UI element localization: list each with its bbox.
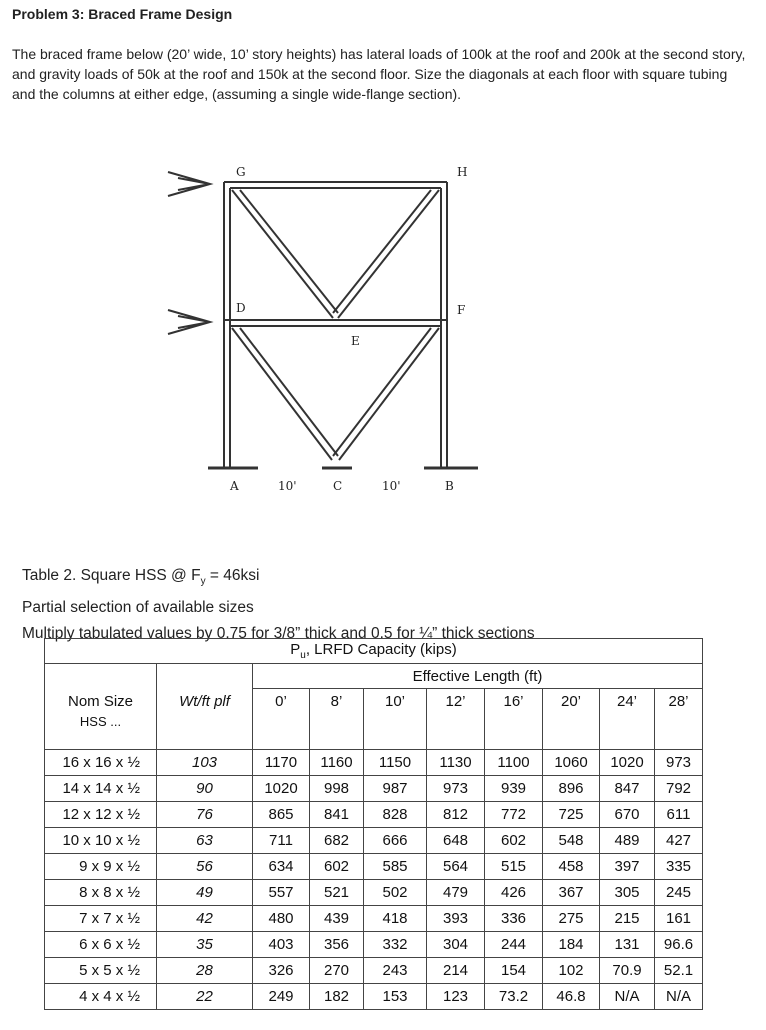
- capacity-cell: 564: [427, 854, 485, 880]
- capacity-cell: 397: [600, 854, 655, 880]
- length-header: 16’: [485, 689, 543, 750]
- table-title: Table 2. Square HSS @ $F_y = 46ksi$: [22, 567, 260, 588]
- hss-size-cell: 4 x 4 x ½: [45, 984, 157, 1010]
- length-header: 8’: [310, 689, 364, 750]
- capacity-cell: 367: [543, 880, 600, 906]
- hss-size-cell: 8 x 8 x ½: [45, 880, 157, 906]
- capacity-cell: 153: [364, 984, 427, 1010]
- capacity-cell: 427: [655, 828, 703, 854]
- table-row: [45, 984, 703, 1010]
- capacity-cell: 275: [543, 906, 600, 932]
- weight-cell: 49: [157, 880, 253, 906]
- capacity-cell: 243: [364, 958, 427, 984]
- effective-length-header: Effective Length (ft): [253, 664, 703, 689]
- capacity-cell: 326: [253, 958, 310, 984]
- hss-size-cell: 6 x 6 x ½: [45, 932, 157, 958]
- capacity-cell: 521: [310, 880, 364, 906]
- weight-cell: 63: [157, 828, 253, 854]
- capacity-cell: 585: [364, 854, 427, 880]
- capacity-cell: 602: [485, 828, 543, 854]
- capacity-cell: 46.8: [543, 984, 600, 1010]
- table-row: [45, 802, 703, 828]
- capacity-cell: 548: [543, 828, 600, 854]
- capacity-cell: 602: [310, 854, 364, 880]
- capacity-cell: N/A: [600, 984, 655, 1010]
- weight-cell: 90: [157, 776, 253, 802]
- capacity-cell: 70.9: [600, 958, 655, 984]
- capacity-cell: 215: [600, 906, 655, 932]
- capacity-cell: 865: [253, 802, 310, 828]
- dimension-left: 10': [278, 479, 297, 493]
- table-body: [45, 750, 703, 1010]
- capacity-cell: 939: [485, 776, 543, 802]
- weight-cell: 35: [157, 932, 253, 958]
- table-row: [45, 776, 703, 802]
- table-note: Multiply tabulated values by 0.75 for 3/8” thick and 0.5 for ¼” thick sections: [22, 625, 535, 643]
- length-header: 10’: [364, 689, 427, 750]
- capacity-cell: 648: [427, 828, 485, 854]
- capacity-cell: 841: [310, 802, 364, 828]
- node-label-d: D: [236, 301, 246, 315]
- capacity-header: $P_u$, LRFD Capacity (kips): [45, 639, 703, 664]
- table-row: [45, 828, 703, 854]
- capacity-cell: 356: [310, 932, 364, 958]
- dimension-right: 10': [382, 479, 401, 493]
- hss-size-cell: 14 x 14 x ½: [45, 776, 157, 802]
- column-header-wt: Wt/ft plf: [157, 689, 253, 750]
- capacity-cell: 1100: [485, 750, 543, 776]
- capacity-cell: 332: [364, 932, 427, 958]
- capacity-cell: 182: [310, 984, 364, 1010]
- table-row: [45, 958, 703, 984]
- capacity-cell: 828: [364, 802, 427, 828]
- problem-statement: The braced frame below (20’ wide, 10’ story heights) has lateral loads of 100k at the roof and 200k at the second story, and gravity loads of 50k at the roof and 150k at the second floor. Size the diagonals at each floor with square tubing and the columns at either edge, (assuming a single wide-flange section).: [12, 46, 746, 102]
- capacity-cell: 1170: [253, 750, 310, 776]
- capacity-cell: 1020: [600, 750, 655, 776]
- capacity-cell: 270: [310, 958, 364, 984]
- table-row: [45, 932, 703, 958]
- capacity-cell: 244: [485, 932, 543, 958]
- length-header: 28’: [655, 689, 703, 750]
- capacity-cell: 336: [485, 906, 543, 932]
- upper-diagonal-right-a: [338, 190, 439, 318]
- capacity-cell: 335: [655, 854, 703, 880]
- capacity-cell: 711: [253, 828, 310, 854]
- table-caption: [22, 563, 535, 647]
- upper-diagonal-left-b: [240, 190, 338, 313]
- capacity-cell: 154: [485, 958, 543, 984]
- capacity-cell: 792: [655, 776, 703, 802]
- capacity-cell: 249: [253, 984, 310, 1010]
- capacity-cell: 557: [253, 880, 310, 906]
- capacity-cell: 418: [364, 906, 427, 932]
- capacity-cell: 96.6: [655, 932, 703, 958]
- capacity-cell: 1060: [543, 750, 600, 776]
- node-label-h: H: [457, 165, 468, 179]
- capacity-cell: 896: [543, 776, 600, 802]
- table-row: [45, 750, 703, 776]
- hss-size-cell: 10 x 10 x ½: [45, 828, 157, 854]
- capacity-cell: 214: [427, 958, 485, 984]
- capacity-cell: 812: [427, 802, 485, 828]
- capacity-cell: 670: [600, 802, 655, 828]
- capacity-cell: 611: [655, 802, 703, 828]
- capacity-cell: 304: [427, 932, 485, 958]
- capacity-cell: 184: [543, 932, 600, 958]
- capacity-cell: 426: [485, 880, 543, 906]
- weight-cell: 22: [157, 984, 253, 1010]
- hss-size-cell: 7 x 7 x ½: [45, 906, 157, 932]
- capacity-cell: 847: [600, 776, 655, 802]
- length-header: 20’: [543, 689, 600, 750]
- capacity-cell: 666: [364, 828, 427, 854]
- capacity-cell: 403: [253, 932, 310, 958]
- node-label-e: E: [351, 334, 360, 348]
- hss-size-cell: 9 x 9 x ½: [45, 854, 157, 880]
- capacity-cell: 682: [310, 828, 364, 854]
- capacity-cell: 502: [364, 880, 427, 906]
- capacity-cell: N/A: [655, 984, 703, 1010]
- node-label-c: C: [333, 479, 343, 493]
- lower-diagonal-left-b: [240, 328, 338, 456]
- weight-cell: 76: [157, 802, 253, 828]
- floor-load-arrow: [168, 310, 210, 334]
- capacity-cell: 998: [310, 776, 364, 802]
- capacity-cell: 515: [485, 854, 543, 880]
- capacity-cell: 123: [427, 984, 485, 1010]
- capacity-cell: 393: [427, 906, 485, 932]
- table-subtitle: Partial selection of available sizes: [22, 599, 254, 617]
- upper-diagonal-right-b: [333, 190, 431, 313]
- table-row: [45, 880, 703, 906]
- column-header-nom-size: Nom Size HSS ...: [45, 689, 157, 750]
- length-header: 0’: [253, 689, 310, 750]
- hss-size-cell: 16 x 16 x ½: [45, 750, 157, 776]
- weight-cell: 28: [157, 958, 253, 984]
- table-row: [45, 854, 703, 880]
- hss-capacity-table: [44, 638, 703, 1010]
- capacity-cell: 102: [543, 958, 600, 984]
- capacity-cell: 52.1: [655, 958, 703, 984]
- table-row: [45, 906, 703, 932]
- length-header: 12’: [427, 689, 485, 750]
- capacity-cell: 1020: [253, 776, 310, 802]
- capacity-cell: 305: [600, 880, 655, 906]
- lower-diagonal-left-a: [232, 328, 332, 460]
- node-label-f: F: [457, 303, 466, 317]
- length-header: 24’: [600, 689, 655, 750]
- roof-load-arrow: [168, 172, 210, 196]
- capacity-cell: 772: [485, 802, 543, 828]
- node-label-g: G: [236, 165, 246, 179]
- capacity-cell: 458: [543, 854, 600, 880]
- capacity-cell: 987: [364, 776, 427, 802]
- capacity-cell: 161: [655, 906, 703, 932]
- weight-cell: 56: [157, 854, 253, 880]
- capacity-cell: 73.2: [485, 984, 543, 1010]
- problem-title: Problem 3: Braced Frame Design: [12, 6, 233, 22]
- weight-cell: 42: [157, 906, 253, 932]
- capacity-cell: 480: [253, 906, 310, 932]
- hss-size-cell: 5 x 5 x ½: [45, 958, 157, 984]
- capacity-cell: 634: [253, 854, 310, 880]
- capacity-cell: 1150: [364, 750, 427, 776]
- hss-size-cell: 12 x 12 x ½: [45, 802, 157, 828]
- braced-frame-diagram: [160, 150, 490, 500]
- capacity-cell: 131: [600, 932, 655, 958]
- capacity-cell: 479: [427, 880, 485, 906]
- capacity-cell: 1160: [310, 750, 364, 776]
- capacity-cell: 1130: [427, 750, 485, 776]
- capacity-cell: 489: [600, 828, 655, 854]
- node-label-a: A: [230, 479, 239, 493]
- capacity-cell: 973: [427, 776, 485, 802]
- node-label-b: B: [445, 479, 454, 493]
- capacity-cell: 439: [310, 906, 364, 932]
- weight-cell: 103: [157, 750, 253, 776]
- capacity-cell: 725: [543, 802, 600, 828]
- upper-diagonal-left-a: [232, 190, 333, 318]
- lower-diagonal-right-b: [333, 328, 431, 456]
- capacity-cell: 973: [655, 750, 703, 776]
- capacity-cell: 245: [655, 880, 703, 906]
